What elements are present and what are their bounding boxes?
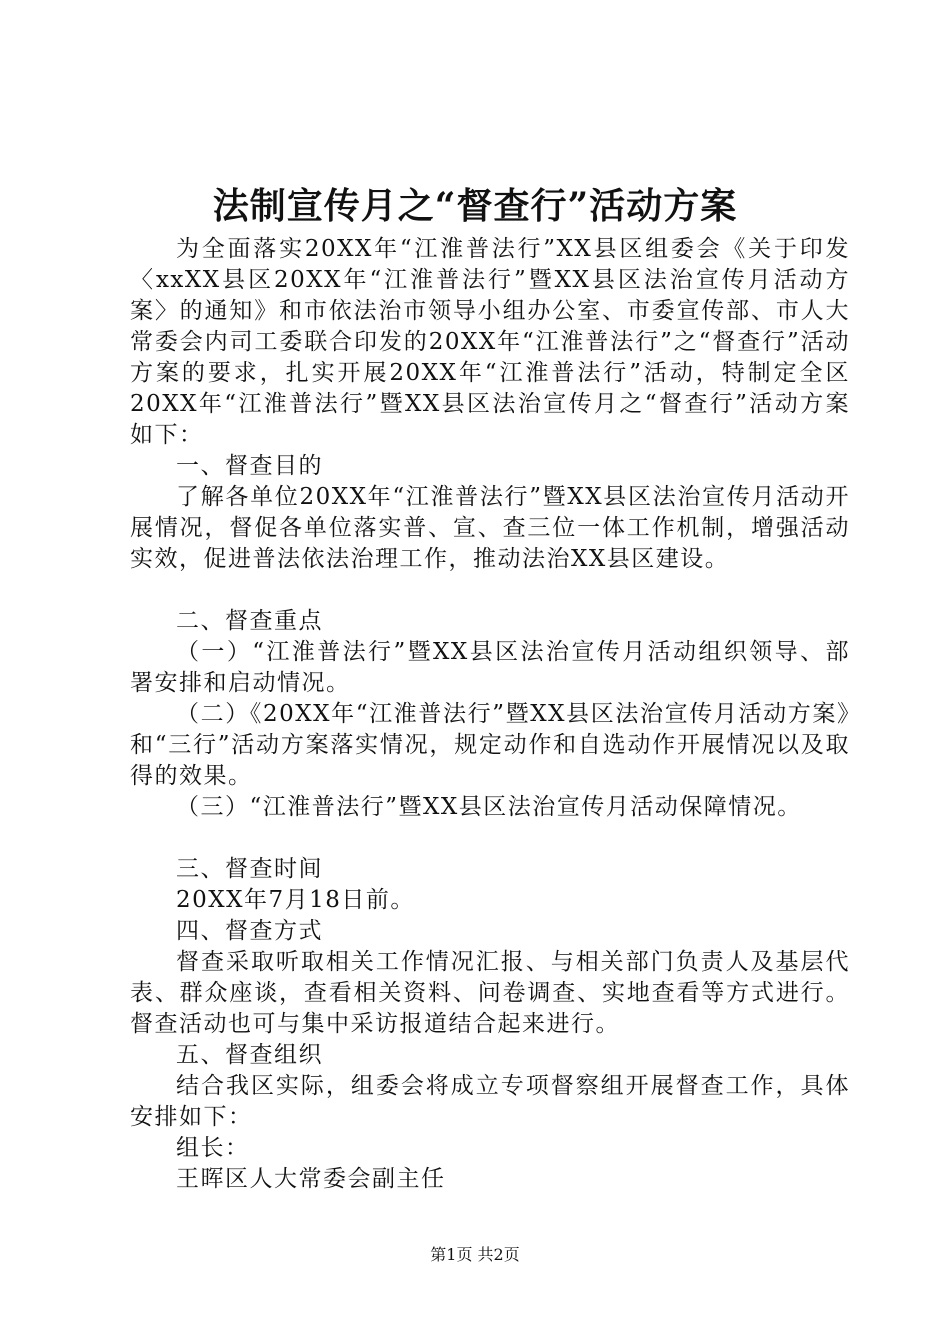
focus-item-2: （二）《20XX年“江淮普法行”暨XX县区法治宣传月活动方案》和“三行”活动方案落实情况，规定动作和自选动作开展情况以及取得的效果。 bbox=[130, 701, 850, 789]
leader-name: 王晖区人大常委会副主任 bbox=[176, 1166, 446, 1192]
intro-paragraph: 为全面落实20XX年“江淮普法行”XX县区组委会《关于印发〈xxXX县区20XX年“江淮普法行”暨XX县区法治宣传月活动方案〉的通知》和市依法治市领导小组办公室、市委宣传部、市人大常委会内司工委联合印发的20XX年“江淮普法行”之“督查行”活动方案的要求，扎实开展20XX年“江淮普法行”活动，特制定全区20XX年“江淮普法行”暨XX县区法治宣传月之“督查行”活动方案如下： bbox=[130, 236, 850, 448]
focus-item-3: （三）“江淮普法行”暨XX县区法治宣传月活动保障情况。 bbox=[176, 794, 802, 820]
section-heading-purpose: 一、督查目的 bbox=[176, 453, 323, 479]
section-heading-organization: 五、督查组织 bbox=[176, 1042, 323, 1068]
spacer bbox=[130, 575, 850, 606]
section-heading-time: 三、督查时间 bbox=[176, 856, 323, 882]
document-body bbox=[130, 234, 850, 1195]
section-body-time: 20XX年7月18日前。 bbox=[176, 887, 415, 913]
document-title: 法制宣传月之“督查行”活动方案 bbox=[212, 185, 738, 227]
section-heading-method: 四、督查方式 bbox=[176, 918, 323, 944]
section-body-method: 督查采取听取相关工作情况汇报、与相关部门负责人及基层代表、群众座谈，查看相关资料、问卷调查、实地查看等方式进行。督查活动也可与集中采访报道结合起来进行。 bbox=[130, 949, 850, 1037]
leader-label: 组长： bbox=[176, 1135, 250, 1161]
spacer bbox=[130, 823, 850, 854]
section-body-organization: 结合我区实际，组委会将成立专项督察组开展督查工作，具体安排如下： bbox=[130, 1073, 850, 1130]
focus-item-1: （一）“江淮普法行”暨XX县区法治宣传月活动组织领导、部署安排和启动情况。 bbox=[130, 639, 850, 696]
section-heading-focus: 二、督查重点 bbox=[176, 608, 323, 634]
page-footer: 第1页 共2页 bbox=[430, 1245, 520, 1264]
section-body-purpose: 了解各单位20XX年“江淮普法行”暨XX县区法治宣传月活动开展情况，督促各单位落实普、宣、查三位一体工作机制，增强活动实效，促进普法依法治理工作，推动法治XX县区建设。 bbox=[130, 484, 850, 572]
